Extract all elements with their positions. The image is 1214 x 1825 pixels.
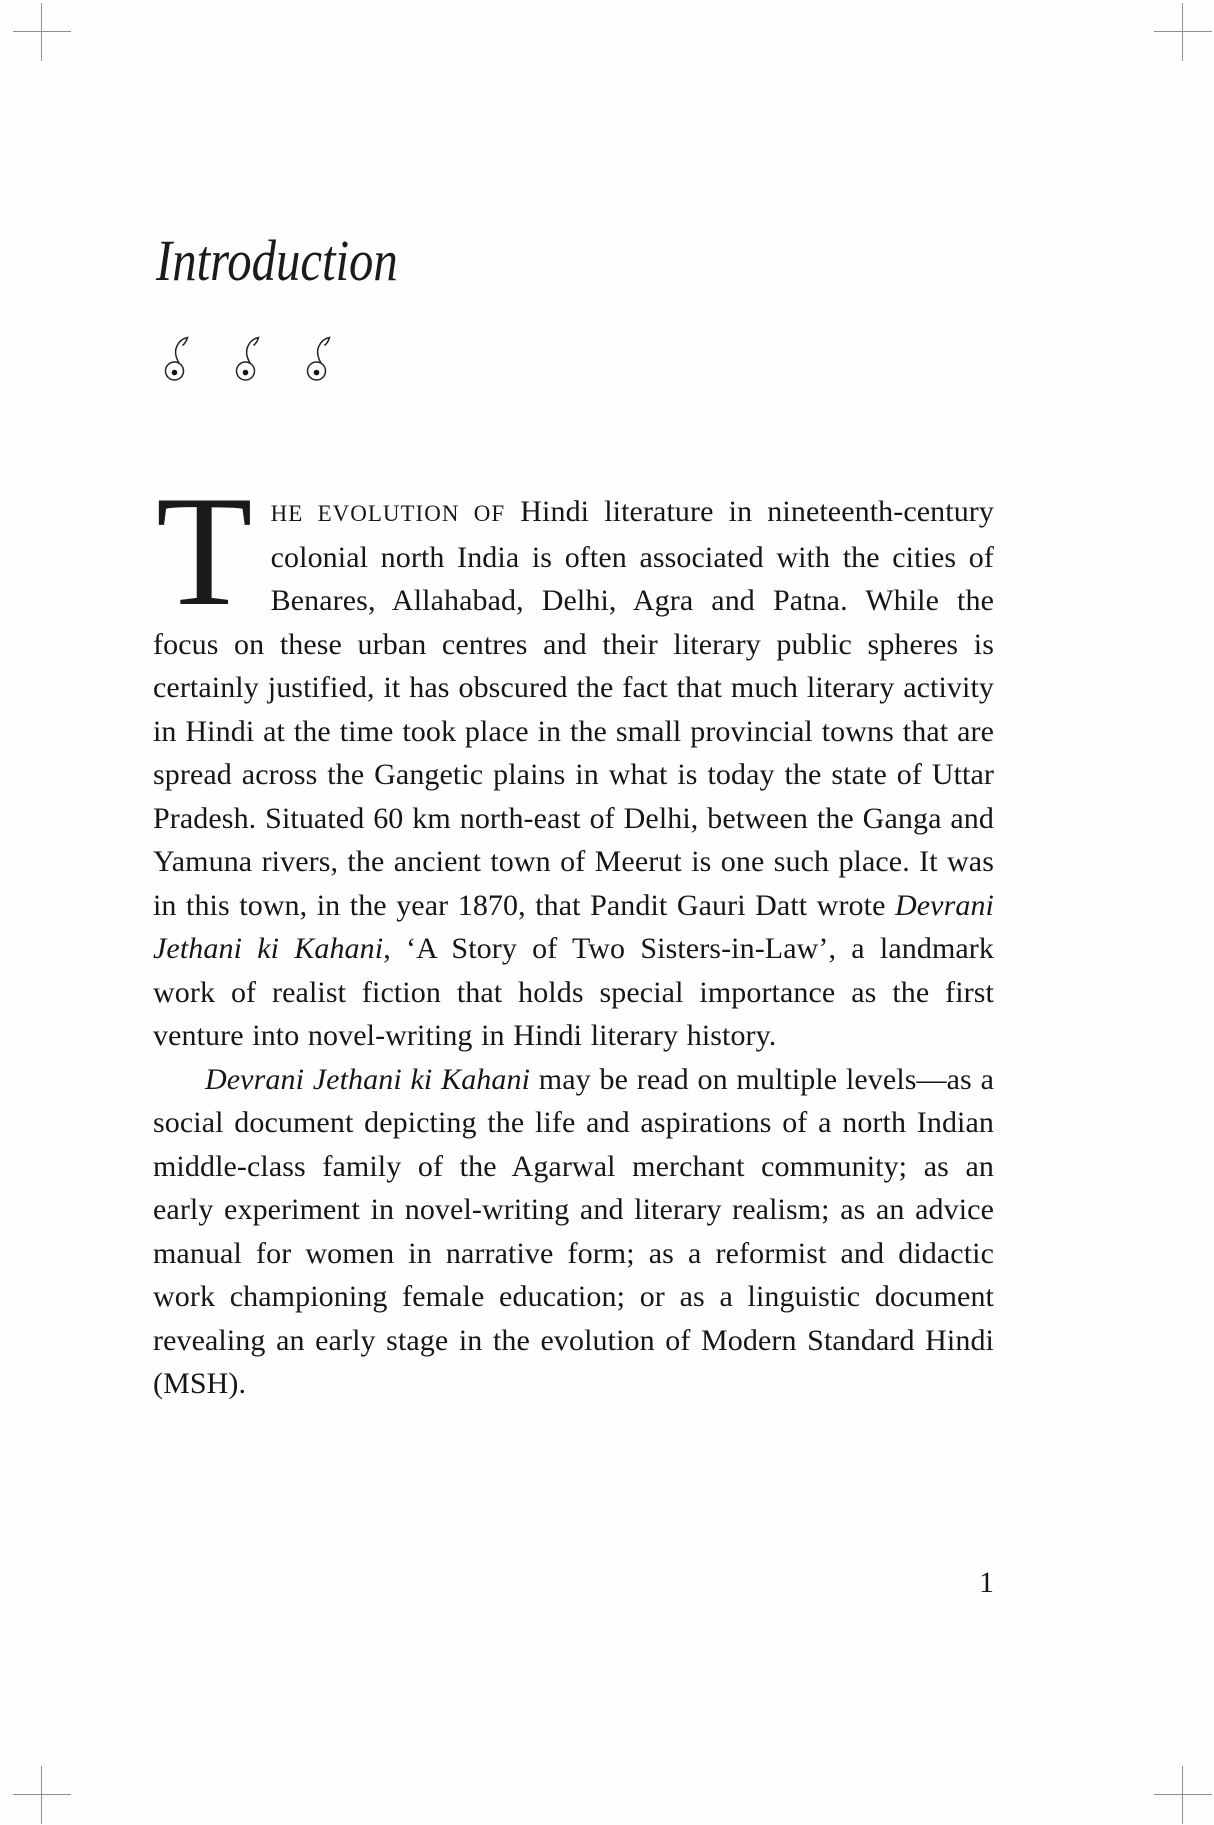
body-text <box>153 464 995 1406</box>
crop-mark-bottom-right-icon <box>1154 1766 1212 1824</box>
paragraph-text: , ‘A Story of Two Sisters-in-Law’, a landmark work of realist fiction that holds special importance as the first venture into novel-writing in Hindi literary history. <box>153 932 994 1052</box>
paisley-ornament-icon <box>304 336 334 383</box>
chapter-title: Introduction <box>156 228 398 293</box>
crop-mark-top-left-icon <box>13 3 71 61</box>
drop-cap: T <box>156 464 253 639</box>
novel-title: Devrani Jethani ki Kahani <box>205 1062 531 1096</box>
paisley-ornament-icon <box>233 336 263 383</box>
paisley-ornament-icon <box>162 336 192 383</box>
lead-small-caps: HE EVOLUTION OF <box>270 501 506 526</box>
page-number: 1 <box>979 1566 994 1599</box>
paragraph-1 <box>153 464 995 1058</box>
paragraph-text: Hindi literature in nineteenth-century colonial north India is often associated with the cities of Benares, Allahabad, Delhi, Agra and Patna. While the focus on these urban centres and their literary public spheres is certainly justified, it has obscured the fact that much literary activity in Hindi at the time took place in the small provincial towns that are spread across the Gangetic plains in what is today the state of Uttar Pradesh. Situated 60 km north-east of Delhi, between the Ganga and Yamuna rivers, the ancient town of Meerut is one such place. It was in this town, in the year 1870, that Pandit Gauri Datt wrote <box>153 495 995 922</box>
novel-title: Devrani Jethani ki Kahani <box>153 888 994 965</box>
crop-mark-bottom-left-icon <box>13 1766 71 1824</box>
paragraph-2 <box>153 1058 994 1406</box>
crop-mark-top-right-icon <box>1154 3 1212 61</box>
ornament-row <box>162 336 334 383</box>
paragraph-text: may be read on multiple levels—as a social document depicting the life and aspirations of a north Indian middle-class family of the Agarwal merchant community; as an early experiment in novel-writing and literary realism; as an advice manual for women in narrative form; as a reformist and didactic work championing female education; or as a linguistic document revealing an early stage in the evolution of Modern Standard Hindi (MSH). <box>153 1062 994 1400</box>
